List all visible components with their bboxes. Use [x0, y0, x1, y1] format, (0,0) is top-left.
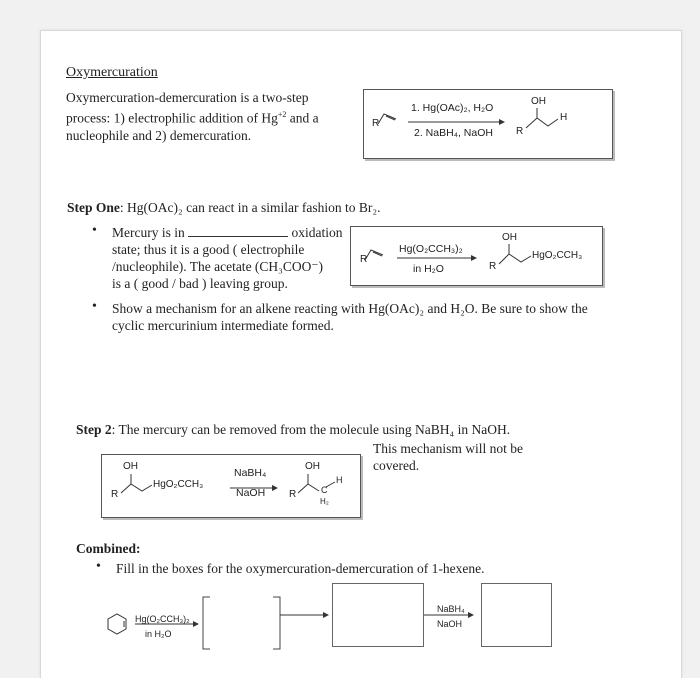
- reagent-line-1: Hg(O₂CCH₃)₂: [399, 243, 463, 255]
- intro-line-2: [66, 106, 356, 127]
- bullet-1-line-2: state; thus it is a good ( electrophile: [112, 242, 305, 257]
- intro-line-3: nucleophile and 2) demercuration.: [66, 127, 252, 143]
- bullet-2-line-1: Show a mechanism for an alkene reacting with Hg(OAc)₂ and H₂O. Be sure to show the: [112, 301, 588, 316]
- oh-label: OH: [123, 461, 138, 472]
- combined-instruction: Fill in the boxes for the oxymercuration-demercuration of 1-hexene.: [116, 561, 485, 576]
- arrow-head: [468, 612, 474, 618]
- h-label: H: [560, 112, 568, 123]
- bullet-icon: •: [92, 223, 97, 238]
- step-two-line: [76, 421, 510, 438]
- mercury-text: Mercury is in: [112, 225, 185, 240]
- cyclohexene-icon: [108, 614, 126, 634]
- oh-label: OH: [502, 232, 517, 243]
- r-group-label: R: [489, 261, 497, 272]
- combined-reagent-2: in H₂O: [145, 629, 172, 639]
- reagent-line-2: in H₂O: [413, 263, 444, 275]
- r-group-label: R: [111, 489, 119, 500]
- mechanism-note: [373, 440, 523, 474]
- hg-acetate-label: HgO₂CCH₃: [532, 250, 583, 261]
- bullet-icon: •: [92, 299, 97, 314]
- bullet-1-line-1: [112, 224, 352, 241]
- bullet-icon: •: [96, 559, 101, 574]
- intro-paragraph: [66, 89, 356, 144]
- step-one-reaction-box: [350, 226, 603, 286]
- intermediate-bracket-left: [203, 597, 210, 649]
- charge-superscript: +2: [277, 110, 287, 119]
- answer-box-intermediate[interactable]: [332, 583, 424, 647]
- step-one-line: [67, 199, 380, 216]
- intermediate-bracket-right: [273, 597, 280, 649]
- h-label: H: [336, 475, 343, 485]
- combined-reagent-3: NaBH₄: [437, 604, 465, 614]
- h2-label: H₂: [320, 497, 329, 506]
- step-two-reaction-box: [101, 454, 361, 518]
- intro-line-2-text: process: 1) electrophilic addition of Hg: [66, 110, 278, 126]
- step-two-text: : The mercury can be removed from the molecule using NaBH₄ in NaOH.: [111, 422, 511, 437]
- r-group-label: R: [289, 489, 297, 500]
- note-line-2: covered.: [373, 458, 420, 473]
- combined-reagent-1: Hg(O₂CCH₃)₂: [135, 614, 190, 624]
- step-one-label: Step One: [67, 200, 120, 215]
- r-group-label: R: [516, 126, 524, 137]
- arrow-head: [272, 485, 278, 491]
- overall-reaction-scheme: [364, 90, 612, 158]
- oh-label: OH: [531, 96, 546, 107]
- oh-label: OH: [305, 461, 320, 472]
- oxidation-text: oxidation: [291, 225, 343, 240]
- bullet-2-line-2: cyclic mercurinium intermediate formed.: [112, 318, 334, 333]
- arrow-head: [193, 621, 199, 627]
- answer-box-product[interactable]: [481, 583, 552, 647]
- r-group-label: R: [360, 254, 368, 265]
- combined-reagent-4: NaOH: [437, 619, 463, 629]
- overall-reaction-box: [363, 89, 613, 159]
- reagent-line-1: NaBH₄: [234, 467, 267, 479]
- step-one-text: : Hg(OAc)₂ can react in a similar fashion to Br₂.: [119, 200, 381, 215]
- product-skeleton: [526, 118, 558, 128]
- reactant-skeleton: [121, 484, 152, 493]
- step-two-label: Step 2: [76, 422, 112, 437]
- section-heading: Oxymercuration: [66, 65, 158, 80]
- reagent-step-1: 1. Hg(OAc)₂, H₂O: [411, 102, 494, 114]
- bullet-1-line-4: is a ( good / bad ) leaving group.: [112, 276, 288, 291]
- intro-line-2-end: and a: [286, 110, 319, 126]
- combined-label: Combined:: [76, 541, 141, 556]
- product-skeleton: [298, 484, 319, 493]
- arrow-head: [471, 255, 477, 261]
- note-line-1: This mechanism will not be: [373, 441, 523, 456]
- bullet-1-text: [112, 224, 352, 292]
- intro-line-1: Oxymercuration-demercuration is a two-step: [66, 90, 309, 105]
- bullet-1-line-3: /nucleophile). The acetate (CH₃COO⁻): [112, 259, 324, 274]
- product-skeleton: [499, 254, 531, 264]
- r-group-label: R: [372, 118, 380, 129]
- reagent-line-2: NaOH: [236, 487, 266, 499]
- oxidation-state-blank[interactable]: [188, 224, 288, 237]
- hg-acetate-label: HgO₂CCH₃: [153, 479, 204, 490]
- arrow-head: [499, 119, 505, 125]
- reagent-step-2: 2. NaBH₄, NaOH: [414, 127, 493, 139]
- arrow-head: [323, 612, 329, 618]
- bullet-2-text: [112, 300, 612, 334]
- carbon-label: C: [321, 485, 328, 495]
